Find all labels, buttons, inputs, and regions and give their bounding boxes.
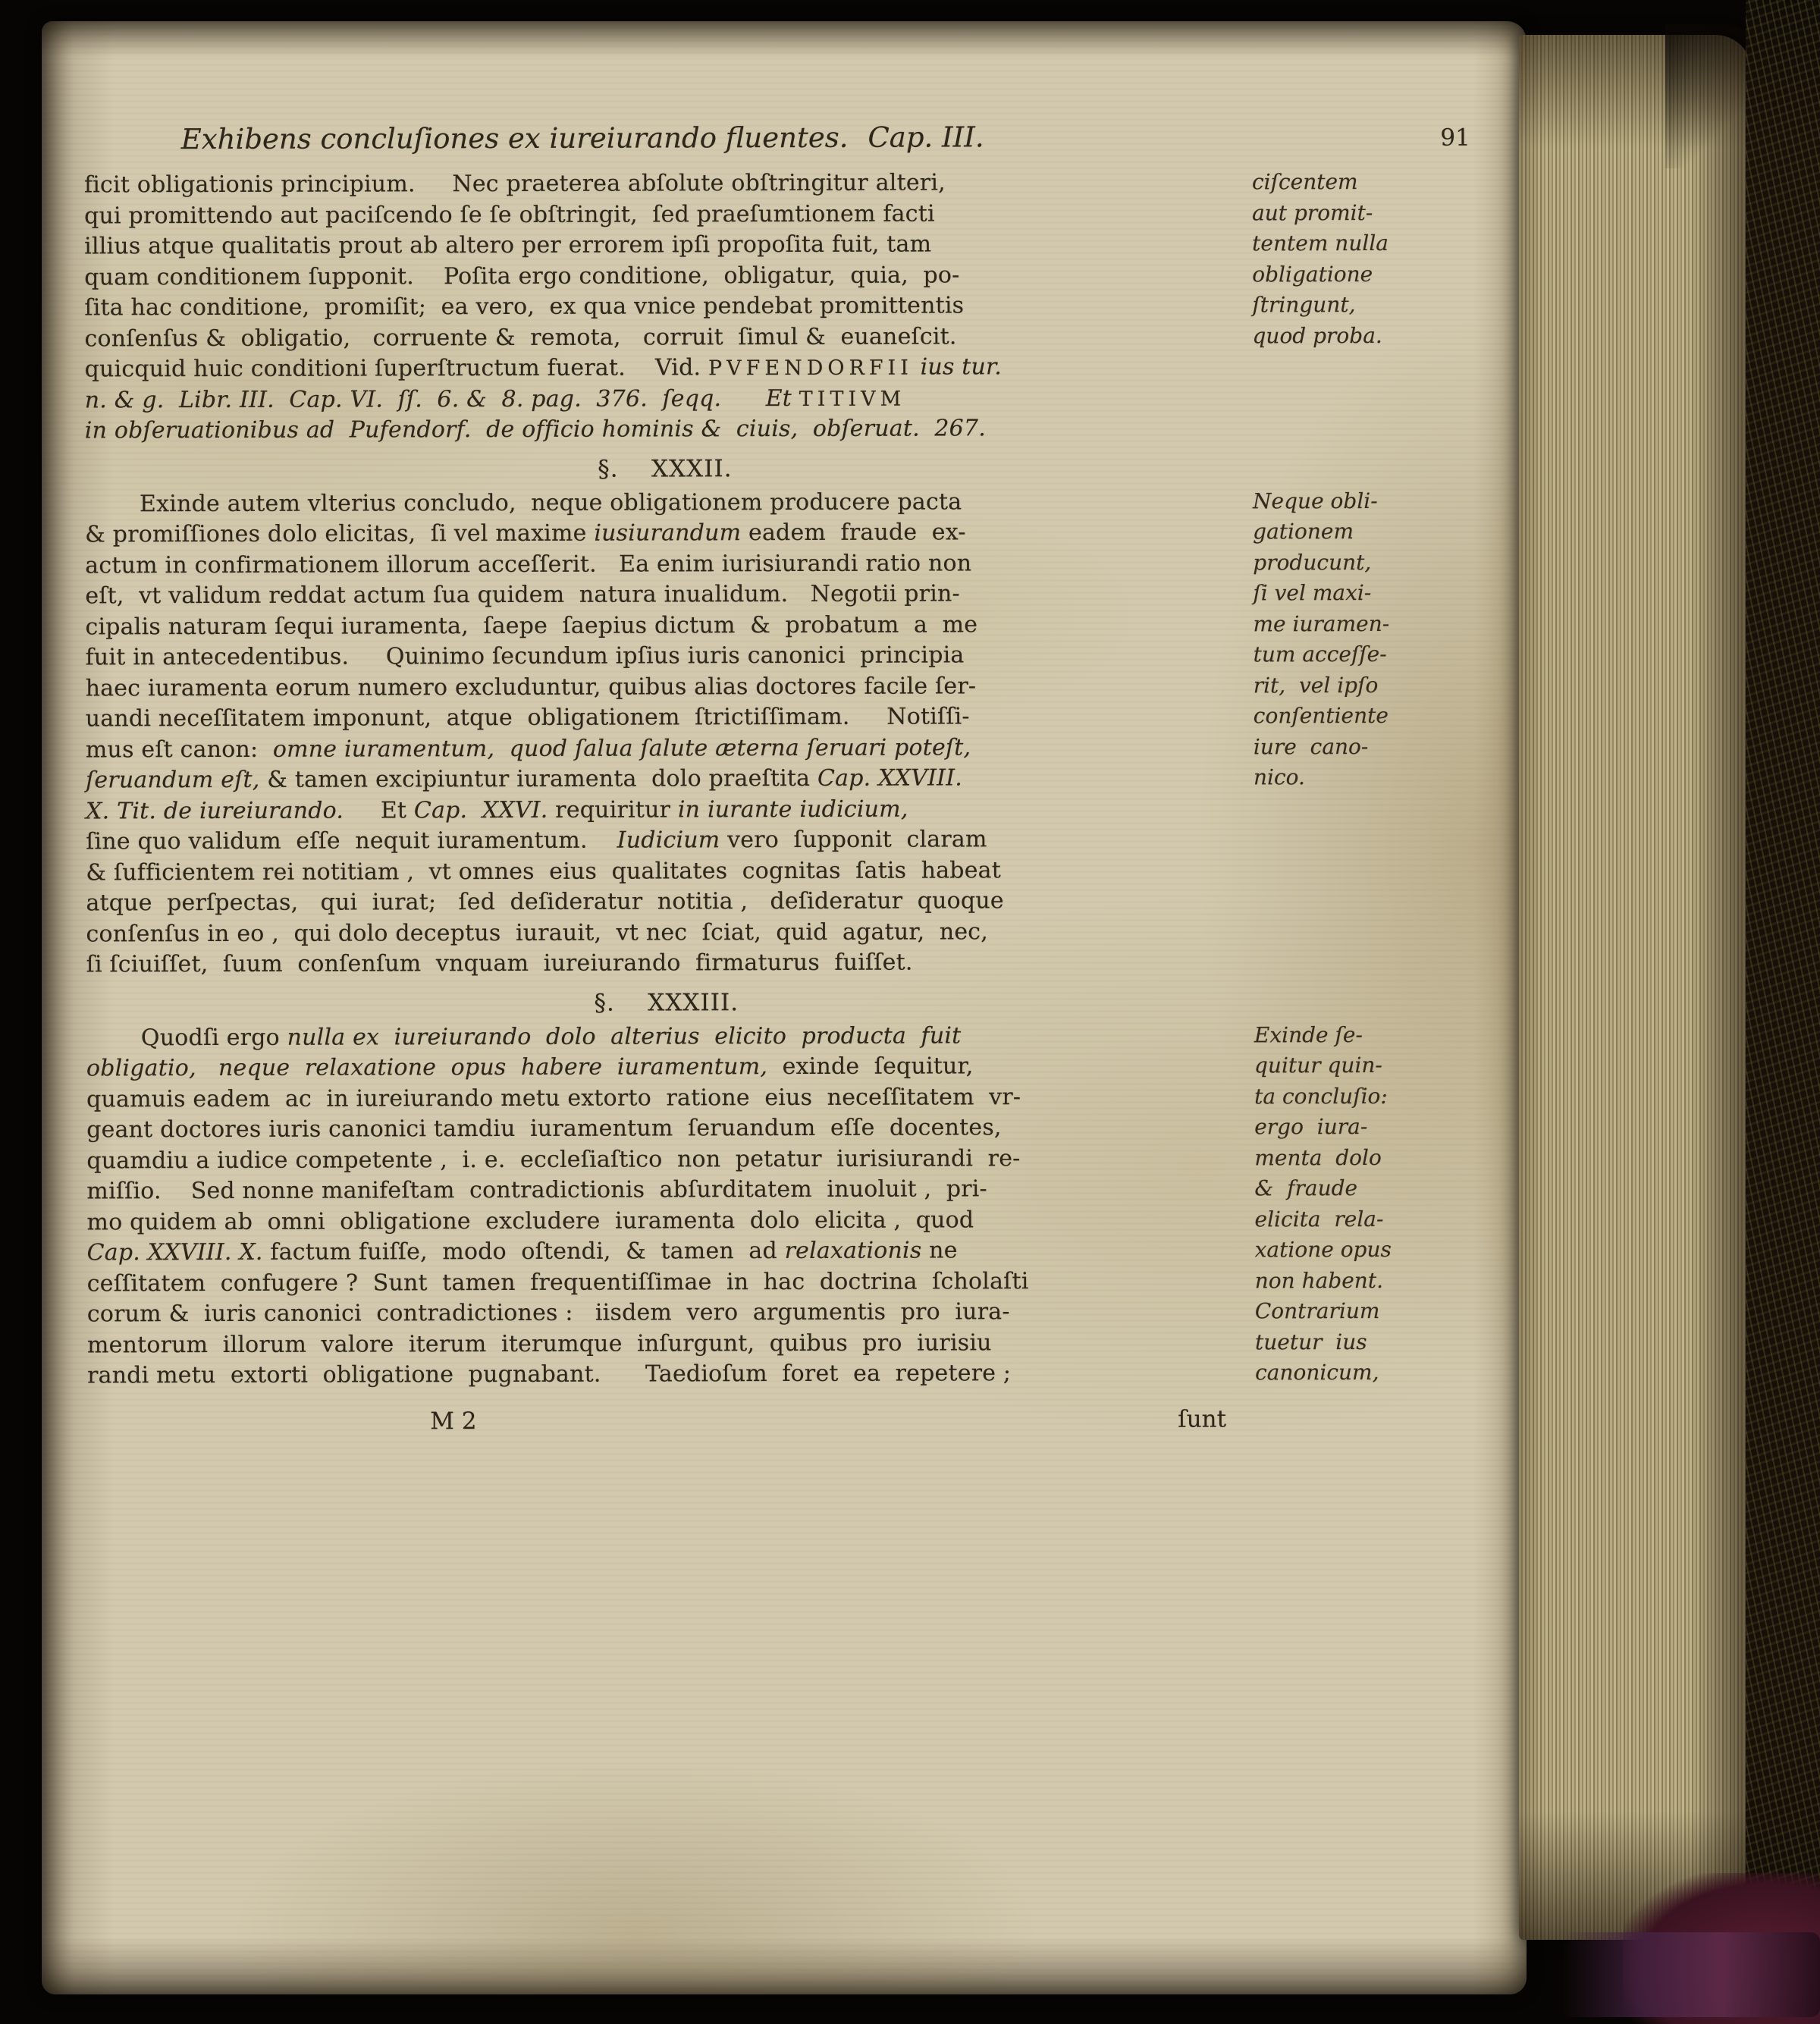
text-line xyxy=(86,670,1511,704)
signature-mark: M 2 xyxy=(430,1407,477,1435)
line-text: mus eſt canon: omne iuramentum, quod ſalua ſalute æterna ſeruari poteſt, xyxy=(85,733,971,763)
text-line xyxy=(85,413,1511,447)
margin-note: ergo iura- xyxy=(1254,1114,1368,1140)
line-text: quam conditionem ſupponit. Poſita ergo conditione, obligatur, quia, po- xyxy=(84,261,960,290)
line-text: ſine quo validum eſſe nequit iuramentum. Iudicium vero ſupponit claram xyxy=(86,826,987,855)
text-line xyxy=(86,946,1512,981)
margin-note: gationem xyxy=(1253,519,1354,544)
text-line xyxy=(86,1142,1512,1176)
line-text: actum in confirmationem illorum acceſſerit. Ea enim iurisiurandi ratio non xyxy=(85,549,972,579)
line-text: mo quidem ab omni obligatione excludere iuramenta dolo elicita , quod xyxy=(86,1206,974,1235)
text-line xyxy=(86,639,1511,673)
margin-note: canonicum, xyxy=(1254,1359,1379,1385)
line-text: ſi ſciuiſſet, ſuum conſenſum vnquam iureiurando firmaturus fuiſſet. xyxy=(86,949,913,978)
text-line xyxy=(84,228,1510,262)
line-text: uandi neceſſitatem imponunt, atque obligationem ſtrictiſſimam. Notiſſi- xyxy=(85,703,970,733)
line-text: in obſeruationibus ad Pufendorf. de officio hominis & ciuis, obſeruat. 267. xyxy=(84,415,986,444)
section-heading: §. XXXII. xyxy=(598,454,733,483)
text-line xyxy=(86,792,1511,827)
margin-note: ſi vel maxi- xyxy=(1253,580,1372,606)
margin-note: tum acceſſe- xyxy=(1253,641,1387,667)
margin-note: menta dolo xyxy=(1254,1144,1382,1170)
text-line xyxy=(85,608,1511,642)
section-heading: §. XXXIII. xyxy=(594,988,739,1017)
margin-note: nico. xyxy=(1253,764,1305,790)
text-line xyxy=(86,1203,1512,1238)
margin-note: ciſcentem xyxy=(1251,169,1358,195)
line-text: cipalis naturam ſequi iuramenta, ſaepe ſaepius dictum & probatum a me xyxy=(85,610,978,640)
margin-note xyxy=(1246,814,1511,815)
text-line xyxy=(86,824,1511,858)
margin-note xyxy=(1245,373,1511,374)
text-line xyxy=(86,915,1511,949)
running-title: Exhibens concluſiones ex iureiurando fluentes. xyxy=(180,121,849,156)
line-text: n. & g. Libr. III. Cap. VI. ſſ. 6. & 8. pag. 376. ſeqq. Et TITIVM xyxy=(84,384,906,413)
line-text: conſenſus in eo , qui dolo deceptus iurauit, vt nec ſciat, quid agatur, nec, xyxy=(86,918,989,947)
book-fore-edge xyxy=(1519,35,1752,1940)
margin-note: conſentiente xyxy=(1253,702,1389,729)
line-text: quamuis eadem ac in iureiurando metu extorto ratione eius neceſſitatem vr- xyxy=(86,1083,1021,1112)
text-line xyxy=(86,731,1511,765)
line-text: quamdiu a iudice competente , i. e. eccleſiaſtico non petatur iurisiurandi re- xyxy=(86,1144,1021,1174)
text-body-wrap xyxy=(84,120,1514,1445)
line-text: miſſio. Sed nonne manifeſtam contradictionis abſurditatem inuoluit , pri- xyxy=(86,1175,987,1205)
text-line xyxy=(86,1019,1512,1053)
text-line xyxy=(84,197,1510,231)
text-line xyxy=(85,547,1511,581)
line-text: conſenſus & obligatio, corruente & remota, corruit ſimul & euaneſcit. xyxy=(84,322,957,352)
margin-note: producunt, xyxy=(1253,549,1372,575)
text-line xyxy=(87,1265,1513,1299)
line-text: quicquid huic conditioni ſuperſtructum fuerat. Vid. PVFENDORFII ius tur. xyxy=(84,353,1003,383)
line-text: qui promittendo aut paciſcendo ſe ſe obſtringit, ſed praeſumtionem facti xyxy=(83,200,935,229)
text-line xyxy=(86,1112,1512,1146)
line-text: Exinde autem vlterius concludo, neque obligationem producere pacta xyxy=(139,488,962,517)
line-text: atque perſpectas, qui iurat; ſed deſideratur notitia , deſideratur quoque xyxy=(86,887,1004,917)
line-text: randi metu extorti obligatione pugnabant. Taedioſum foret ea repetere ; xyxy=(87,1360,1012,1389)
text-line xyxy=(85,381,1511,416)
margin-note: aut promit- xyxy=(1251,199,1373,225)
text-line xyxy=(84,259,1510,293)
text-line xyxy=(86,762,1511,796)
margin-note: Exinde ſe- xyxy=(1254,1021,1363,1047)
margin-note xyxy=(1246,907,1511,908)
line-text: fuit in antecedentibus. Quinimo ſecundum ipſius iuris canonici principia xyxy=(85,642,965,671)
margin-note: elicita rela- xyxy=(1254,1206,1384,1232)
text-line xyxy=(86,885,1511,919)
text-body xyxy=(84,167,1513,1392)
text-line xyxy=(85,485,1511,519)
text-line xyxy=(87,1357,1513,1392)
line-text: eſt, vt validum reddat actum ſua quidem natura inualidum. Negotii prin- xyxy=(85,580,960,610)
text-line xyxy=(86,701,1511,735)
text-line xyxy=(84,320,1510,354)
margin-note: ta concluſio: xyxy=(1254,1083,1388,1109)
line-text: obligatio, neque relaxatione opus habere iuramentum, exinde ſequitur, xyxy=(86,1053,974,1082)
text-line xyxy=(85,516,1511,551)
text-line xyxy=(86,854,1511,888)
margin-note: obligatione xyxy=(1252,261,1373,287)
margin-note: rit, vel ipſo xyxy=(1253,672,1379,698)
margin-note: xatione opus xyxy=(1254,1236,1392,1263)
margin-note: ſtringunt, xyxy=(1252,292,1356,318)
margin-note: Neque obli- xyxy=(1252,488,1378,513)
text-line xyxy=(87,1235,1513,1269)
margin-note: me iuramen- xyxy=(1253,610,1390,636)
cover-bottom-purple xyxy=(1562,1932,1820,2017)
margin-note: Contrarium xyxy=(1254,1298,1380,1324)
line-text: geant doctores iuris canonici tamdiu iuramentum ſeruandum eſſe docentes, xyxy=(86,1114,1002,1144)
text-line xyxy=(84,290,1510,324)
text-line xyxy=(84,167,1510,201)
text-line xyxy=(86,1173,1512,1207)
line-text: ficit obligationis principium. Nec praeterea abſolute obſtringitur alteri, xyxy=(83,169,946,199)
margin-note: & fraude xyxy=(1254,1175,1358,1201)
page-header xyxy=(84,120,1510,171)
margin-note: iure cano- xyxy=(1253,733,1369,759)
line-text: ceſſitatem confugere ? Sunt tamen frequentiſſimae in hac doctrina ſcholaſti xyxy=(86,1267,1029,1297)
line-text: Cap. XXVIII. X. factum fuiſſe, modo oſtendi, & tamen ad relaxationis ne xyxy=(86,1237,958,1266)
chapter-label: Cap. III. xyxy=(868,121,984,154)
page-footer xyxy=(87,1398,1513,1445)
line-text: haec iuramenta eorum numero excluduntur, quibus alias doctores facile ſer- xyxy=(85,672,977,701)
margin-note: quitur quin- xyxy=(1254,1052,1382,1078)
line-text: ſita hac conditione, promiſit; ea vero, ex qua vnice pendebat promittentis xyxy=(84,292,965,322)
text-line xyxy=(87,1326,1513,1360)
margin-note xyxy=(1245,403,1511,404)
catchword: ſunt xyxy=(1178,1405,1227,1433)
line-text: Quodſi ergo nulla ex iureiurando dolo alterius elicito producta fuit xyxy=(140,1021,962,1051)
page-number: 91 xyxy=(1440,124,1470,152)
margin-note: tentem nulla xyxy=(1252,230,1389,256)
line-text: & promiſſiones dolo elicitas, ſi vel maxime iusiurandum eadem fraude ex- xyxy=(85,519,966,548)
line-text: & ſufficientem rei notitiam , vt omnes eius qualitates cognitas ſatis habeat xyxy=(86,856,1002,886)
text-line xyxy=(86,1050,1512,1084)
line-text: X. Tit. de iureiurando. Et Cap. XXVI. requiritur in iurante iudicium, xyxy=(86,795,908,824)
text-line xyxy=(87,1296,1513,1330)
line-text: illius atque qualitatis prout ab altero per errorem ipſi propoſita fuit, tam xyxy=(84,231,932,260)
margin-note: quod proba. xyxy=(1252,322,1382,348)
margin-note xyxy=(1247,937,1512,938)
text-line xyxy=(85,578,1511,612)
text-line xyxy=(86,1081,1512,1115)
margin-note: tuetur ius xyxy=(1254,1329,1367,1354)
margin-note xyxy=(1246,876,1511,877)
margin-note: non habent. xyxy=(1254,1267,1383,1293)
margin-note xyxy=(1247,968,1512,969)
text-line xyxy=(85,351,1511,385)
line-text: corum & iuris canonici contradictiones : iisdem vero argumentis pro iura- xyxy=(86,1298,1010,1328)
line-text: mentorum illorum valore iterum iterumque inſurgunt, quibus pro iurisiu xyxy=(86,1329,992,1358)
line-text: ſeruandum eſt, & tamen excipiuntur iuramenta dolo praeſtita Cap. XXVIII. xyxy=(85,764,963,794)
book-cover-edge xyxy=(1746,0,1820,2024)
book-page xyxy=(42,21,1527,1994)
